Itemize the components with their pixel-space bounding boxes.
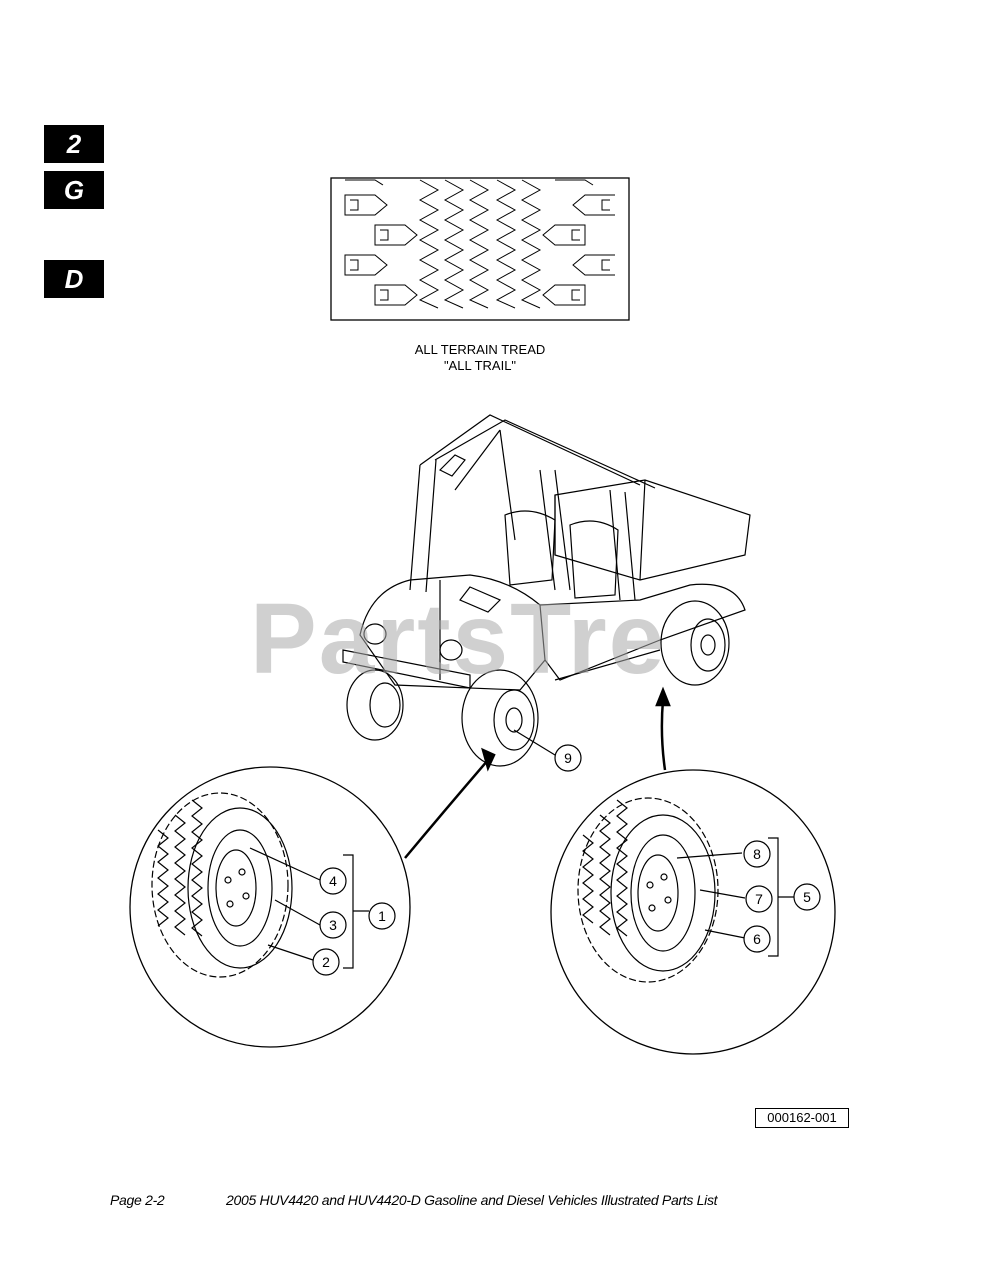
tread-caption-name: ALL TERRAIN TREAD (414, 342, 546, 357)
callout-9-leader (514, 730, 555, 755)
section-tab-g: G (44, 171, 104, 209)
section-tab-d: D (44, 260, 104, 298)
rear-wheel-arrow (662, 700, 665, 770)
callout-2 (313, 949, 339, 975)
callout-3 (320, 912, 346, 938)
svg-text:1: 1 (378, 908, 386, 924)
svg-text:2: 2 (322, 954, 330, 970)
watermark: PartsTre (250, 583, 667, 695)
footer-document-title: 2005 HUV4420 and HUV4420-D Gasoline and Diesel Vehicles Illustrated Parts List (226, 1192, 718, 1208)
footer-page-number: Page 2-2 (110, 1192, 165, 1208)
svg-text:7: 7 (755, 891, 763, 907)
callout-7 (746, 886, 772, 912)
callout-8 (744, 841, 770, 867)
svg-text:4: 4 (329, 873, 337, 889)
callout-4 (320, 868, 346, 894)
tread-pattern (331, 178, 629, 320)
svg-text:5: 5 (803, 889, 811, 905)
callout-9 (555, 745, 581, 771)
tread-caption-type: "ALL TRAIL" (443, 358, 517, 373)
callout-5 (794, 884, 820, 910)
section-tab-2: 2 (44, 125, 104, 163)
svg-text:8: 8 (753, 846, 761, 862)
rear-wheel-detail (551, 770, 835, 1054)
svg-text:6: 6 (753, 931, 761, 947)
callout-6 (744, 926, 770, 952)
callout-1 (369, 903, 395, 929)
front-wheel-arrow (405, 760, 488, 858)
figure-id: 000162-001 (755, 1108, 849, 1128)
front-wheel-detail (130, 767, 410, 1047)
svg-text:3: 3 (329, 917, 337, 933)
svg-text:9: 9 (564, 750, 572, 766)
